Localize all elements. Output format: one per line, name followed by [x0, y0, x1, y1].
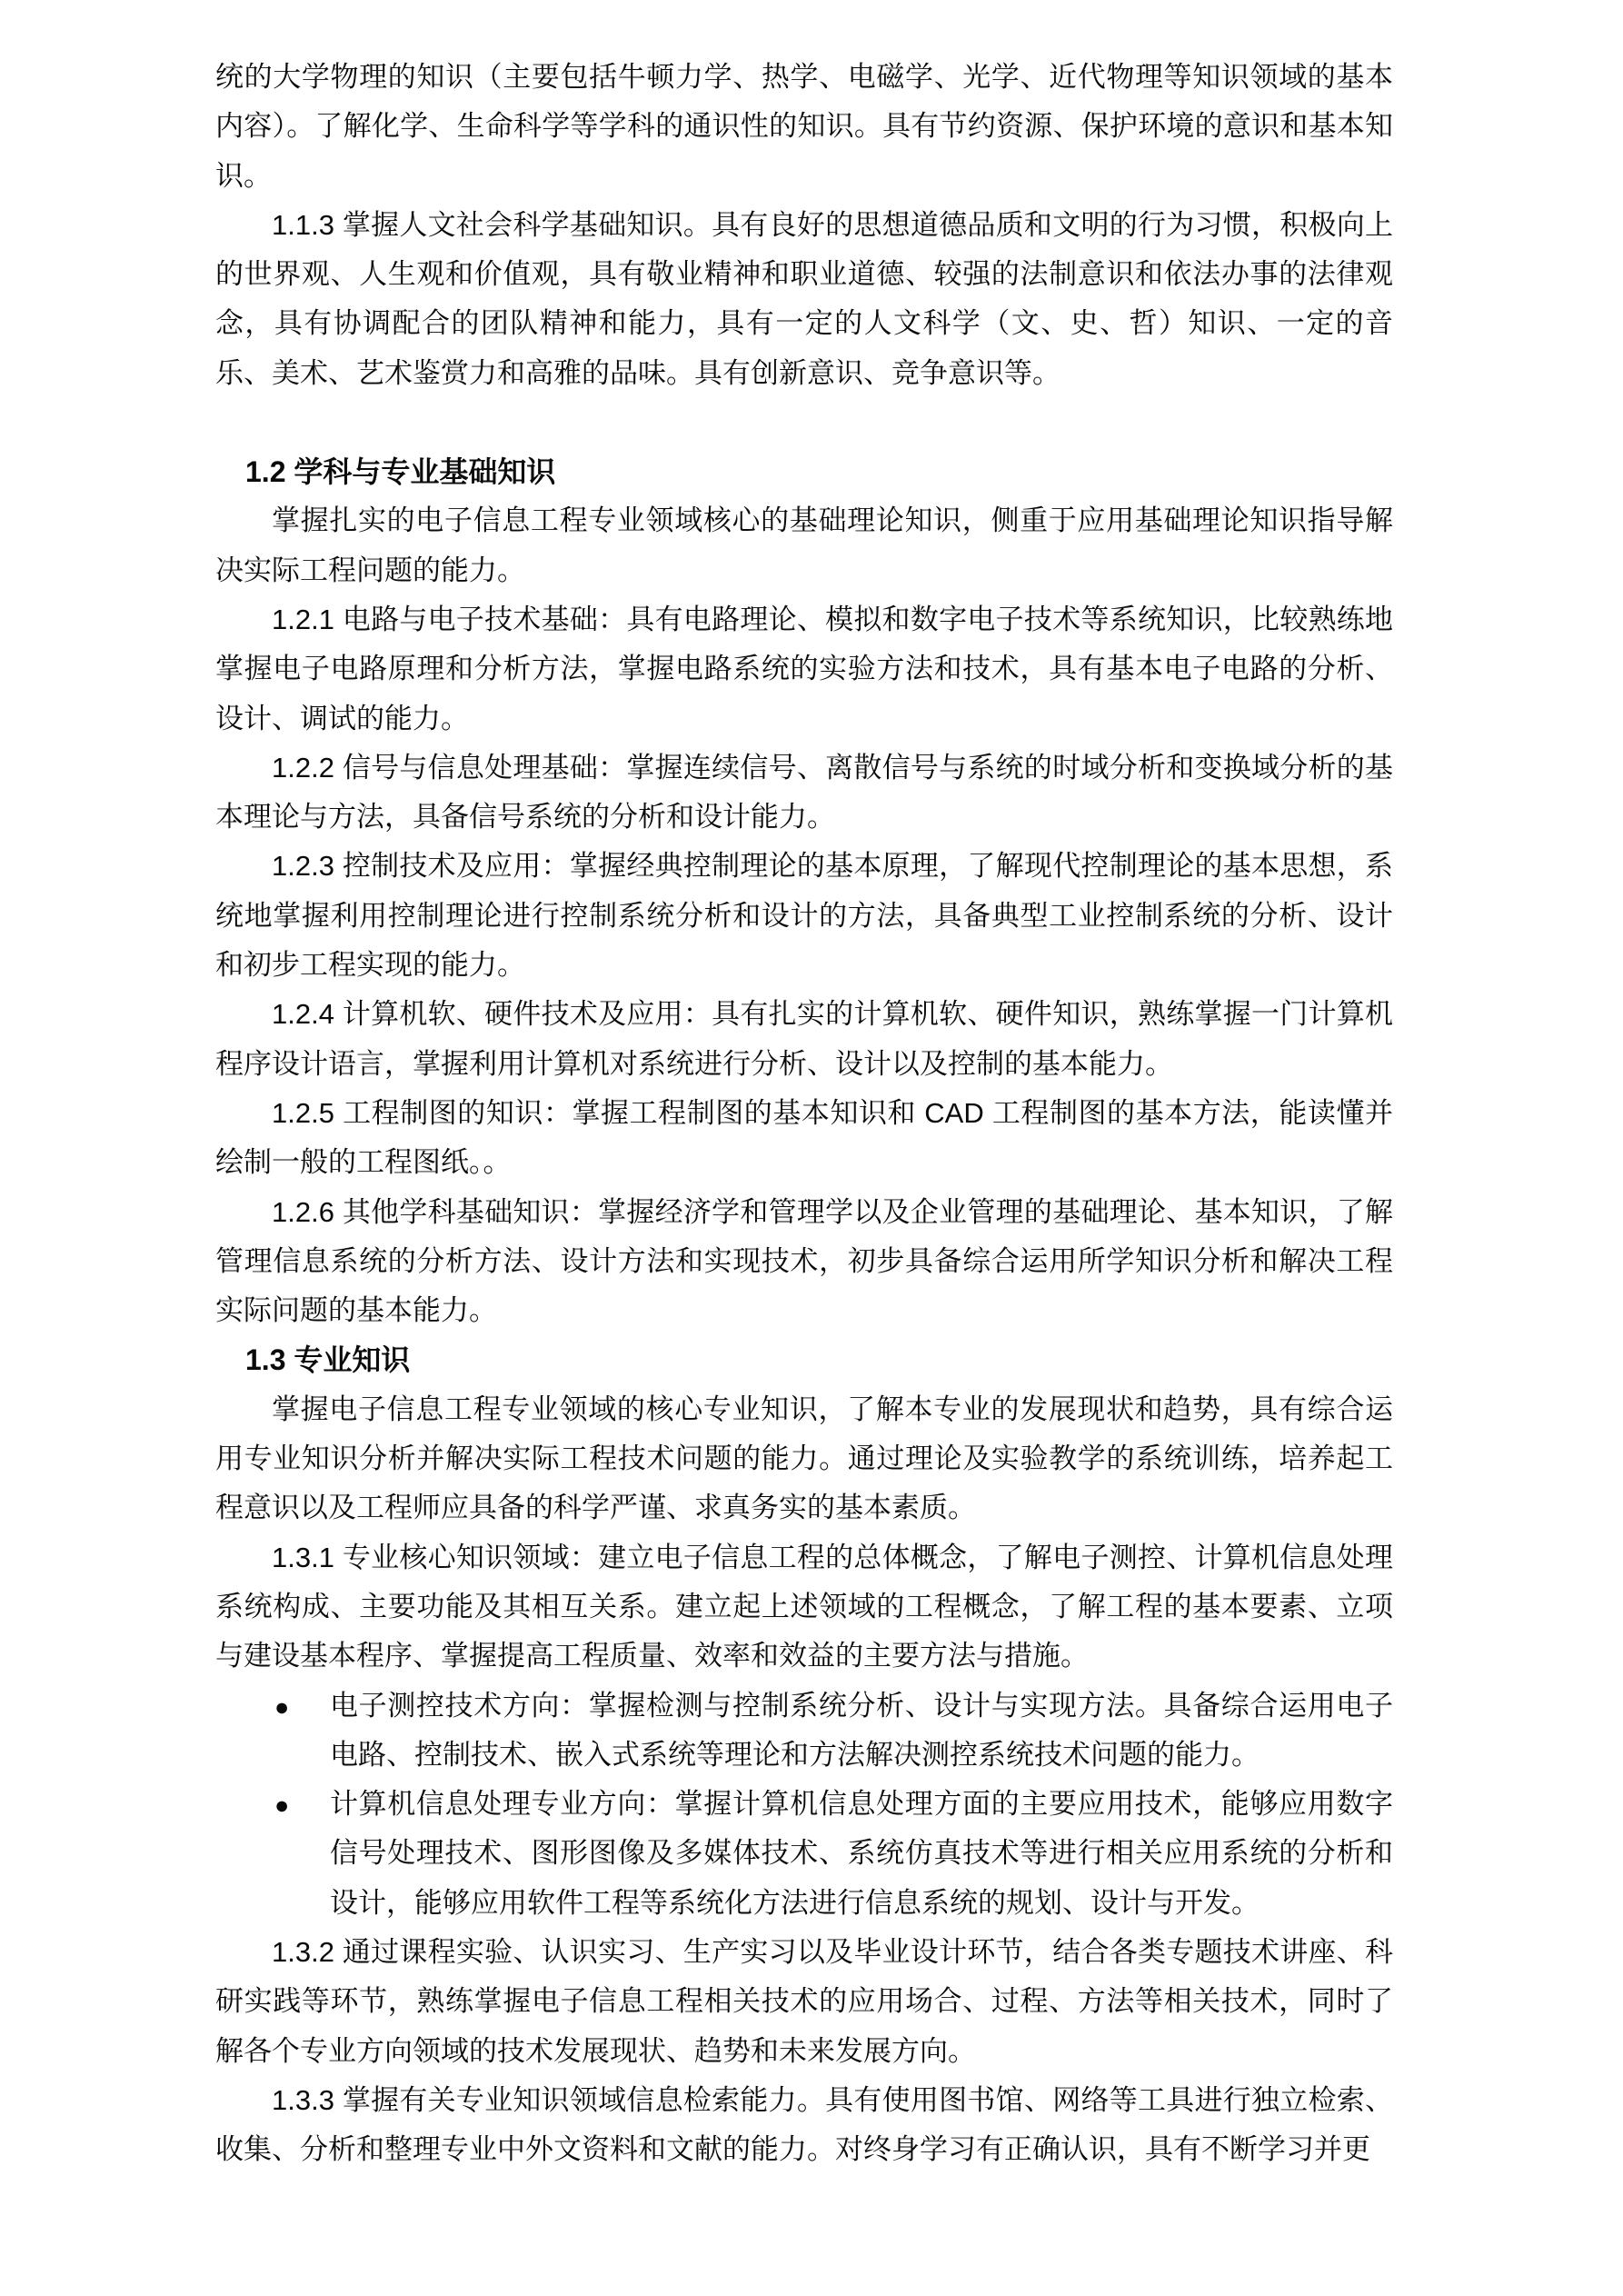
- body-paragraph: 1.2.6 其他学科基础知识：掌握经济学和管理学以及企业管理的基础理论、基本知识，了解管理信息系统的分析方法、设计方法和实现技术，初步具备综合运用所学知识分析和解决工程实际问题的基本能力。: [215, 1195, 1393, 1327]
- section-heading: 1.3 专业知识: [245, 1343, 411, 1377]
- body-paragraph: 1.1.3 掌握人文社会科学基础知识。具有良好的思想道德品质和文明的行为习惯，积极向上的世界观、人生观和价值观，具有敬业精神和职业道德、较强的法制意识和依法办事的法律观念，具有协调配合的团队精神和能力，具有一定的人文科学（文、史、哲）知识、一定的音乐、美术、艺术鉴赏力和高雅的品味。具有创新意识、竞争意识等。: [215, 208, 1393, 389]
- body-paragraph: 1.2.2 信号与信息处理基础：掌握连续信号、离散信号与系统的时域分析和变换域分析的基本理论与方法，具备信号系统的分析和设计能力。: [215, 751, 1393, 834]
- body-paragraph: 1.3.3 掌握有关专业知识领域信息检索能力。具有使用图书馆、网络等工具进行独立检索、收集、分析和整理专业中外文资料和文献的能力。对终身学习有正确认识，具有不断学习并更: [215, 2083, 1393, 2166]
- bullet-item: [215, 1780, 1393, 1928]
- bullet-text: 电子测控技术方向：掌握检测与控制系统分析、设计与实现方法。具备综合运用电子电路、控制技术、嵌入式系统等理论和方法解决测控系统技术问题的能力。: [330, 1689, 1393, 1771]
- body-paragraph: 统的大学物理的知识（主要包括牛顿力学、热学、电磁学、光学、近代物理等知识领域的基本内容）。了解化学、生命科学等学科的通识性的知识。具有节约资源、保护环境的意识和基本知识。: [215, 61, 1393, 192]
- bullet-item: [215, 1682, 1393, 1781]
- bullet-dot-icon: ●: [274, 1692, 290, 1721]
- body-paragraph: 1.2.1 电路与电子技术基础：具有电路理论、模拟和数字电子技术等系统知识，比较熟练地掌握电子电路原理和分析方法，掌握电路系统的实验方法和技术，具有基本电子电路的分析、设计、调试的能力。: [215, 603, 1393, 734]
- body-paragraph: 1.2.3 控制技术及应用：掌握经典控制理论的基本原理，了解现代控制理论的基本思想，系统地掌握利用控制理论进行控制系统分析和设计的方法，具备典型工业控制系统的分析、设计和初步工程实现的能力。: [215, 850, 1393, 982]
- body-paragraph: 1.2.4 计算机软、硬件技术及应用：具有扎实的计算机软、硬件知识，熟练掌握一门计算机程序设计语言，掌握利用计算机对系统进行分析、设计以及控制的基本能力。: [215, 998, 1393, 1080]
- body-paragraph: 掌握扎实的电子信息工程专业领域核心的基础理论知识，侧重于应用基础理论知识指导解决实际工程问题的能力。: [215, 504, 1393, 586]
- body-paragraph: 1.2.5 工程制图的知识：掌握工程制图的基本知识和 CAD 工程制图的基本方法，能读懂并绘制一般的工程图纸。。: [215, 1096, 1393, 1179]
- body-paragraph: 1.3.2 通过课程实验、认识实习、生产实习以及毕业设计环节，结合各类专题技术讲座、科研实践等环节，熟练掌握电子信息工程相关技术的应用场合、过程、方法等相关技术，同时了解各个专业方向领域的技术发展现状、趋势和未来发展方向。: [215, 1935, 1393, 2067]
- bullet-text: 计算机信息处理专业方向：掌握计算机信息处理方面的主要应用技术，能够应用数字信号处理技术、图形图像及多媒体技术、系统仿真技术等进行相关应用系统的分析和设计，能够应用软件工程等系统化方法进行信息系统的规划、设计与开发。: [330, 1788, 1393, 1919]
- body-paragraph: 掌握电子信息工程专业领域的核心专业知识，了解本专业的发展现状和趋势，具有综合运用专业知识分析并解决实际工程技术问题的能力。通过理论及实验教学的系统训练，培养起工程意识以及工程师应具备的科学严谨、求真务实的基本素质。: [215, 1393, 1393, 1524]
- bullet-dot-icon: ●: [274, 1792, 290, 1820]
- body-paragraph: 1.3.1 专业核心知识领域：建立电子信息工程的总体概念，了解电子测控、计算机信息处理系统构成、主要功能及其相互关系。建立起上述领域的工程概念，了解工程的基本要素、立项与建设基本程序、掌握提高工程质量、效率和效益的主要方法与措施。: [215, 1541, 1393, 1672]
- document-body: [215, 53, 1393, 2174]
- section-heading: 1.2 学科与专业基础知识: [245, 455, 556, 489]
